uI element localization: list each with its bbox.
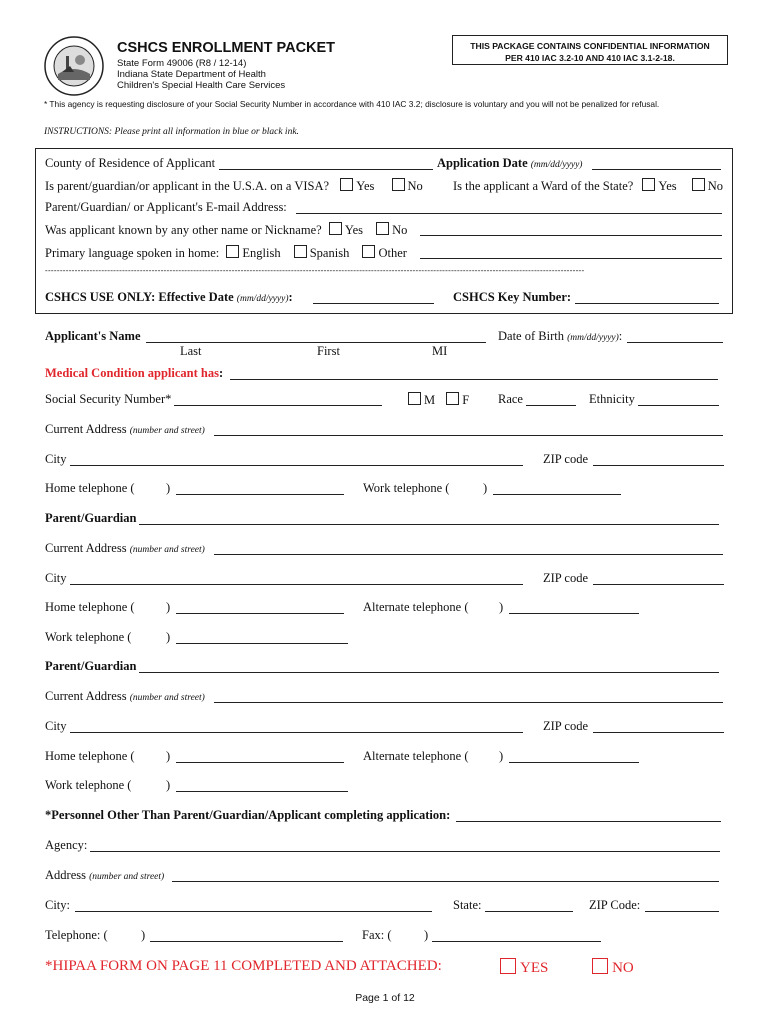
personnel-fax-field[interactable] — [432, 941, 601, 942]
personnel-label: *Personnel Other Than Parent/Guardian/Applicant completing application: — [45, 808, 451, 822]
confidential-box — [452, 35, 728, 65]
guardian1-work-tel-field[interactable] — [176, 643, 348, 644]
applicant-work-tel-label: Work telephone ( — [363, 481, 450, 495]
guardian2-alt-tel-field[interactable] — [509, 762, 639, 763]
form-title: CSHCS ENROLLMENT PACKET — [117, 40, 336, 56]
personnel-name-field[interactable] — [456, 821, 721, 822]
hipaa-label: *HIPAA FORM ON PAGE 11 COMPLETED AND ATTACHED: — [45, 958, 442, 974]
visa-row — [45, 178, 423, 194]
guardian2-zip-label: ZIP code — [543, 719, 589, 733]
guardian1-home-tel-paren: ) — [166, 600, 171, 614]
department: Indiana State Department of Health — [117, 69, 266, 80]
division: Children's Special Health Care Services — [117, 80, 286, 91]
agency-label: Agency: — [45, 838, 88, 852]
ward-no-checkbox[interactable] — [692, 178, 705, 191]
agency-field[interactable] — [90, 851, 720, 852]
visa-no-label: No — [407, 179, 423, 193]
guardian1-city-field[interactable] — [70, 584, 523, 585]
guardian2-city-label: City — [45, 719, 67, 733]
visa-yes-label: Yes — [356, 179, 375, 193]
applicant-home-tel-paren: ) — [166, 481, 171, 495]
guardian1-address-field[interactable] — [214, 554, 723, 555]
guardian1-home-tel-field[interactable] — [176, 613, 344, 614]
dob-label: Date of Birth — [498, 329, 564, 343]
guardian1-address-hint: (number and street) — [129, 545, 205, 555]
personnel-city-label: City: — [45, 898, 71, 912]
sex-row — [404, 392, 469, 408]
email-row — [45, 200, 287, 215]
page-number: Page 1 of 12 — [355, 992, 415, 1004]
office-divider: -------------------------------------------------------------------------------------------------------------------------------------------------------------------------------------- — [45, 266, 585, 275]
guardian1-zip-label: ZIP code — [543, 571, 589, 585]
email-field[interactable] — [296, 213, 722, 214]
applicant-work-tel-paren: ) — [483, 481, 488, 495]
applicant-city-field[interactable] — [70, 465, 523, 466]
female-label: F — [462, 393, 470, 407]
application-date-row — [437, 156, 582, 171]
guardian2-address-label: Current Address — [45, 689, 127, 703]
spanish-checkbox[interactable] — [294, 245, 307, 258]
dob-colon: : — [618, 329, 623, 343]
guardian2-city-field[interactable] — [70, 732, 523, 733]
guardian1-alt-tel-field[interactable] — [509, 613, 639, 614]
language-label: Primary language spoken in home: — [45, 246, 220, 260]
guardian2-label: Parent/Guardian — [45, 659, 137, 673]
effective-date-colon: : — [288, 290, 293, 304]
other-language-field[interactable] — [420, 258, 722, 259]
key-number-row — [453, 290, 571, 305]
personnel-address-label: Address — [45, 868, 86, 882]
personnel-address-field[interactable] — [172, 881, 719, 882]
spanish-label: Spanish — [309, 246, 350, 260]
personnel-fax-paren: ) — [424, 928, 429, 942]
county-field[interactable] — [219, 169, 433, 170]
nickname-yes-checkbox[interactable] — [329, 222, 342, 235]
applicant-address-hint: (number and street) — [129, 426, 205, 436]
guardian1-home-tel-label: Home telephone ( — [45, 600, 135, 614]
applicant-name-field[interactable] — [146, 342, 486, 343]
personnel-state-field[interactable] — [485, 911, 573, 912]
guardian1-work-tel-label: Work telephone ( — [45, 630, 132, 644]
male-label: M — [424, 393, 436, 407]
guardian2-home-tel-label: Home telephone ( — [45, 749, 135, 763]
instructions: INSTRUCTIONS: Please print all information in blue or black ink. — [44, 127, 299, 137]
effective-date-row — [45, 290, 293, 305]
county-label: County of Residence of Applicant — [45, 156, 216, 170]
hipaa-no-label: NO — [612, 960, 634, 976]
email-label: Parent/Guardian/ or Applicant's E-mail Address: — [45, 200, 287, 214]
guardian2-alt-tel-paren: ) — [499, 749, 504, 763]
effective-date-field[interactable] — [313, 303, 434, 304]
mi-caption: MI — [432, 344, 448, 358]
guardian2-address-hint: (number and street) — [129, 693, 205, 703]
nickname-row — [45, 222, 407, 238]
other-label: Other — [378, 246, 407, 260]
guardian2-address-field[interactable] — [214, 702, 723, 703]
visa-yes-checkbox[interactable] — [340, 178, 353, 191]
personnel-zip-label: ZIP Code: — [589, 898, 641, 912]
guardian1-address-label: Current Address — [45, 541, 127, 555]
applicant-zip-field[interactable] — [593, 465, 724, 466]
applicant-address-label: Current Address — [45, 422, 127, 436]
ward-yes-checkbox[interactable] — [642, 178, 655, 191]
application-date-label: Application Date — [437, 156, 528, 170]
form-number: State Form 49006 (R8 / 12-14) — [117, 58, 247, 69]
guardian1-label: Parent/Guardian — [45, 511, 137, 525]
dob-row — [498, 329, 622, 344]
hipaa-no-checkbox[interactable] — [592, 958, 608, 974]
ward-no-label: No — [707, 179, 724, 193]
ssn-label: Social Security Number* — [45, 392, 172, 406]
nickname-no-checkbox[interactable] — [376, 222, 389, 235]
personnel-telephone-field[interactable] — [150, 941, 343, 942]
guardian1-city-label: City — [45, 571, 67, 585]
nickname-no-label: No — [392, 223, 408, 237]
medical-condition-field[interactable] — [230, 379, 718, 380]
english-label: English — [242, 246, 281, 260]
hipaa-yes-label: YES — [520, 960, 549, 976]
applicant-zip-label: ZIP code — [543, 452, 589, 466]
guardian2-work-tel-field[interactable] — [176, 791, 348, 792]
applicant-name-label: Applicant's Name — [45, 329, 141, 343]
applicant-city-label: City — [45, 452, 67, 466]
nickname-yes-label: Yes — [344, 223, 364, 237]
personnel-address-hint: (number and street) — [89, 872, 165, 882]
hipaa-yes-checkbox[interactable] — [500, 958, 516, 974]
effective-date-label: CSHCS USE ONLY: Effective Date — [45, 290, 234, 304]
application-date-hint: (mm/dd/yyyy) — [530, 160, 583, 170]
guardian2-name-field[interactable] — [139, 672, 719, 673]
guardian1-alt-tel-paren: ) — [499, 600, 504, 614]
applicant-home-tel-field[interactable] — [176, 494, 344, 495]
ethnicity-field[interactable] — [638, 405, 719, 406]
county-row — [45, 156, 215, 171]
dob-hint: (mm/dd/yyyy) — [567, 333, 619, 343]
ssn-field[interactable] — [174, 405, 382, 406]
guardian1-work-tel-paren: ) — [166, 630, 171, 644]
applicant-home-tel-label: Home telephone ( — [45, 481, 135, 495]
ward-question: Is the applicant a Ward of the State? — [453, 179, 634, 193]
male-checkbox[interactable] — [408, 392, 421, 405]
ethnicity-label: Ethnicity — [589, 392, 635, 406]
guardian1-zip-field[interactable] — [593, 584, 724, 585]
last-name-caption: Last — [180, 344, 202, 358]
confidential-line-2: PER 410 IAC 3.2-10 AND 410 IAC 3.1-2-18. — [505, 53, 675, 63]
female-checkbox[interactable] — [446, 392, 459, 405]
key-number-label: CSHCS Key Number: — [453, 290, 572, 304]
guardian2-alt-tel-label: Alternate telephone ( — [363, 749, 469, 763]
guardian2-work-tel-label: Work telephone ( — [45, 778, 132, 792]
personnel-fax-label: Fax: ( — [362, 928, 392, 942]
english-checkbox[interactable] — [226, 245, 239, 258]
personnel-telephone-paren: ) — [141, 928, 146, 942]
guardian1-alt-tel-label: Alternate telephone ( — [363, 600, 469, 614]
guardian2-home-tel-field[interactable] — [176, 762, 344, 763]
visa-no-checkbox[interactable] — [392, 178, 405, 191]
first-name-caption: First — [317, 344, 340, 358]
nickname-question: Was applicant known by any other name or Nickname? — [45, 223, 322, 237]
personnel-city-field[interactable] — [75, 911, 432, 912]
applicant-address-field[interactable] — [214, 435, 723, 436]
ssn-disclosure: * This agency is requesting disclosure of your Social Security Number in accordance with 410 IAC 3.2; disclosure is voluntary and you will not be penalized for refusal. — [44, 99, 660, 109]
personnel-zip-field[interactable] — [645, 911, 719, 912]
race-field[interactable] — [526, 405, 576, 406]
nickname-field[interactable] — [420, 235, 722, 236]
dob-field[interactable] — [627, 342, 723, 343]
state-seal — [44, 36, 104, 96]
other-checkbox[interactable] — [362, 245, 375, 258]
confidential-line-1: THIS PACKAGE CONTAINS CONFIDENTIAL INFORMATION — [470, 41, 710, 51]
hipaa-options — [494, 958, 634, 977]
race-label: Race — [498, 392, 523, 406]
ward-yes-label: Yes — [658, 179, 677, 193]
application-date-field[interactable] — [592, 169, 721, 170]
personnel-telephone-label: Telephone: ( — [45, 928, 108, 942]
medical-condition-label: Medical Condition applicant has — [45, 366, 219, 380]
language-row — [45, 245, 407, 261]
visa-question: Is parent/guardian/or applicant in the U.S.A. on a VISA? — [45, 179, 330, 193]
hipaa-row — [45, 958, 442, 975]
guardian2-home-tel-paren: ) — [166, 749, 171, 763]
personnel-state-label: State: — [453, 898, 482, 912]
effective-date-hint: (mm/dd/yyyy) — [236, 294, 289, 304]
key-number-field[interactable] — [575, 303, 719, 304]
applicant-work-tel-field[interactable] — [493, 494, 621, 495]
guardian2-work-tel-paren: ) — [166, 778, 171, 792]
ward-row — [453, 178, 723, 194]
guardian1-name-field[interactable] — [139, 524, 719, 525]
guardian2-zip-field[interactable] — [593, 732, 724, 733]
